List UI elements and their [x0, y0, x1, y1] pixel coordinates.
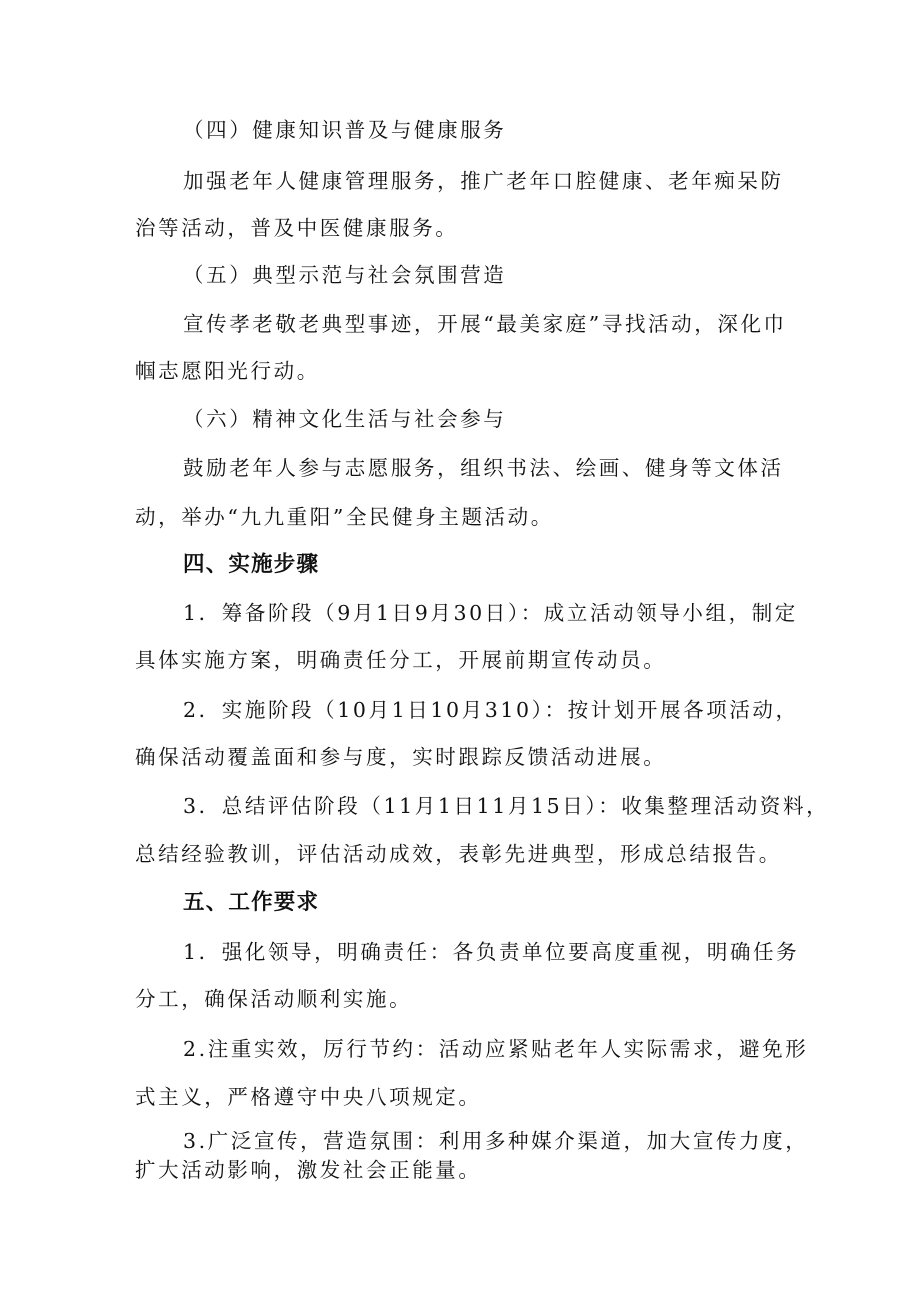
- paragraph-line: 动，举办“九九重阳”全民健身主题活动。: [135, 505, 554, 529]
- list-item-line: 分工，确保活动顺利实施。: [135, 987, 413, 1011]
- list-item-line: 确保活动覆盖面和参与度，实时跟踪反馈活动进展。: [135, 745, 667, 769]
- paragraph-line: 治等活动，普及中医健康服务。: [135, 216, 459, 240]
- list-item-line: 2.注重实效，厉行节约：活动应紧贴老年人实际需求，避免形: [183, 1037, 809, 1061]
- paragraph-line: 宣传孝老敬老典型事迹，开展“最美家庭”寻找活动，深化巾: [183, 312, 787, 336]
- list-item-line: 1．筹备阶段（9月1日9月30日）：成立活动领导小组，制定: [183, 601, 798, 625]
- subsection-heading: （四）健康知识普及与健康服务: [183, 118, 507, 142]
- paragraph-line: 加强老年人健康管理服务，推广老年口腔健康、老年痴呆防: [183, 169, 784, 193]
- paragraph-line: 帼志愿阳光行动。: [135, 359, 320, 383]
- list-item-line: 总结经验教训，评估活动成效，表彰先进典型，形成总结报告。: [135, 842, 782, 866]
- list-item-line: 2．实施阶段（10月1日10月310）：按计划开展各项活动，: [183, 698, 799, 722]
- subsection-heading: （六）精神文化生活与社会参与: [183, 407, 507, 431]
- section-heading: 五、工作要求: [183, 890, 320, 915]
- paragraph-line: 鼓励老年人参与志愿服务，组织书法、绘画、健身等文体活: [183, 456, 784, 480]
- list-item-line: 1．强化领导，明确责任：各负责单位要高度重视，明确任务: [183, 940, 800, 964]
- list-item-line: 3.广泛宣传，营造氛围：利用多种媒介渠道，加大宣传力度，: [183, 1129, 809, 1153]
- list-item-line: 3．总结评估阶段（11月1日11月15日）：收集整理活动资料，: [183, 794, 830, 818]
- section-heading: 四、实施步骤: [183, 552, 320, 577]
- subsection-heading: （五）典型示范与社会氛围营造: [183, 263, 507, 287]
- list-item-line: 具体实施方案，明确责任分工，开展前期宣传动员。: [135, 648, 667, 672]
- list-item-line: 式主义，严格遵守中央八项规定。: [135, 1085, 482, 1109]
- list-item-line: 扩大活动影响，激发社会正能量。: [135, 1158, 482, 1182]
